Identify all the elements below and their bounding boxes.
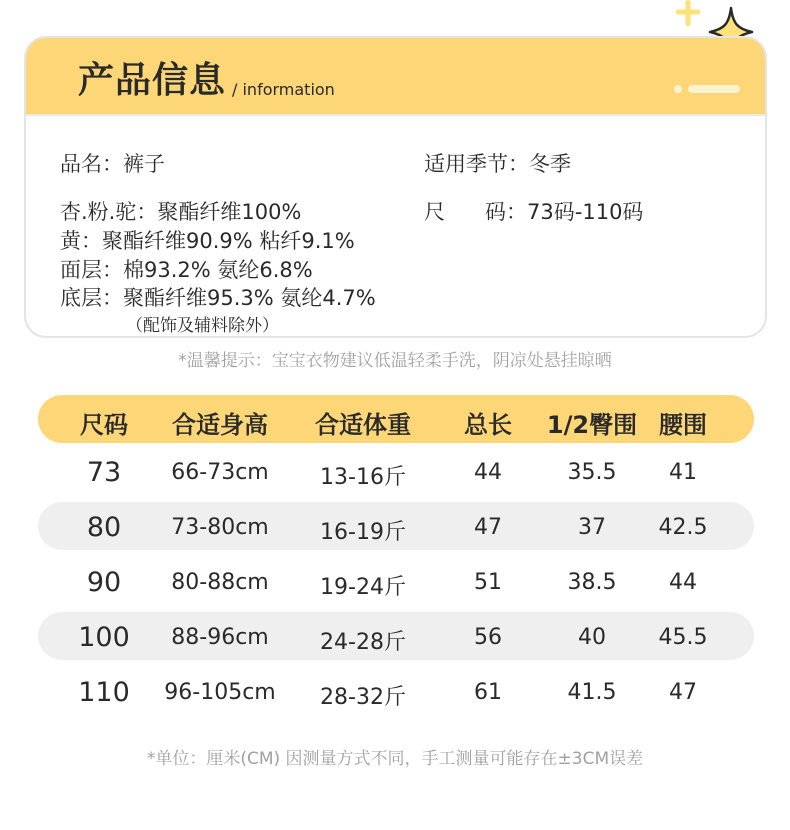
product-name: 品名：裤子 — [60, 152, 165, 176]
table-cell-waist: 42.5 — [658, 515, 708, 540]
table-cell-height: 66-73cm — [171, 460, 269, 485]
table-header-hip: 1/2臀围 — [546, 411, 638, 439]
table-header-size: 尺码 — [80, 411, 128, 439]
header-decoration-line — [688, 85, 740, 93]
table-cell-size: 73 — [86, 457, 122, 488]
fabric-note: （配饰及辅料除外） — [126, 316, 279, 336]
table-header-height: 合适身高 — [172, 411, 268, 439]
table-cell-length: 61 — [474, 680, 502, 705]
table-cell-size: 80 — [86, 512, 122, 543]
product-info-card — [24, 36, 767, 338]
product-info-header — [26, 38, 765, 116]
table-cell-weight: 24-28斤 — [320, 630, 406, 655]
sparkle-icon — [676, 0, 700, 26]
table-cell-hip: 35.5 — [567, 460, 617, 485]
table-cell-length: 56 — [474, 625, 502, 650]
table-cell-height: 80-88cm — [171, 570, 269, 595]
table-cell-size: 100 — [78, 622, 130, 653]
table-cell-weight: 13-16斤 — [320, 465, 406, 490]
table-header-length: 总长 — [464, 411, 512, 439]
product-info-title: 产品信息 — [78, 60, 227, 101]
table-cell-hip: 40 — [578, 625, 606, 650]
table-cell-waist: 41 — [669, 460, 697, 485]
table-cell-waist: 45.5 — [658, 625, 708, 650]
table-cell-length: 44 — [474, 460, 502, 485]
table-header-weight: 合适体重 — [315, 411, 411, 439]
table-cell-hip: 41.5 — [567, 680, 617, 705]
wash-tip: *温馨提示：宝宝衣物建议低温轻柔手洗，阴凉处悬挂晾晒 — [178, 351, 612, 371]
table-cell-height: 73-80cm — [171, 515, 269, 540]
table-cell-size: 110 — [78, 677, 130, 708]
table-cell-weight: 16-19斤 — [320, 520, 406, 545]
table-cell-weight: 28-32斤 — [320, 685, 406, 710]
table-cell-height: 88-96cm — [171, 625, 269, 650]
fabric-line-2: 黄：聚酯纤维90.9% 粘纤9.1% — [60, 229, 355, 253]
product-info-subtitle: / information — [232, 80, 335, 99]
product-size-range: 尺 码：73码-110码 — [424, 200, 644, 224]
table-cell-height: 96-105cm — [164, 680, 276, 705]
table-header-waist: 腰围 — [659, 411, 707, 439]
fabric-line-4: 底层：聚酯纤维95.3% 氨纶4.7% — [60, 286, 376, 310]
fabric-line-3: 面层：棉93.2% 氨纶6.8% — [60, 258, 313, 282]
table-cell-weight: 19-24斤 — [320, 575, 406, 600]
table-cell-waist: 44 — [669, 570, 697, 595]
table-cell-hip: 37 — [578, 515, 606, 540]
measurement-footnote: *单位：厘米(CM) 因测量方式不同，手工测量可能存在±3CM误差 — [146, 749, 644, 769]
table-cell-length: 51 — [474, 570, 502, 595]
table-cell-size: 90 — [86, 567, 122, 598]
product-season: 适用季节：冬季 — [424, 152, 571, 176]
table-cell-length: 47 — [474, 515, 502, 540]
fabric-line-1: 杏.粉.驼：聚酯纤维100% — [60, 200, 302, 224]
table-cell-hip: 38.5 — [567, 570, 617, 595]
table-cell-waist: 47 — [669, 680, 697, 705]
header-decoration-dot — [674, 85, 682, 93]
